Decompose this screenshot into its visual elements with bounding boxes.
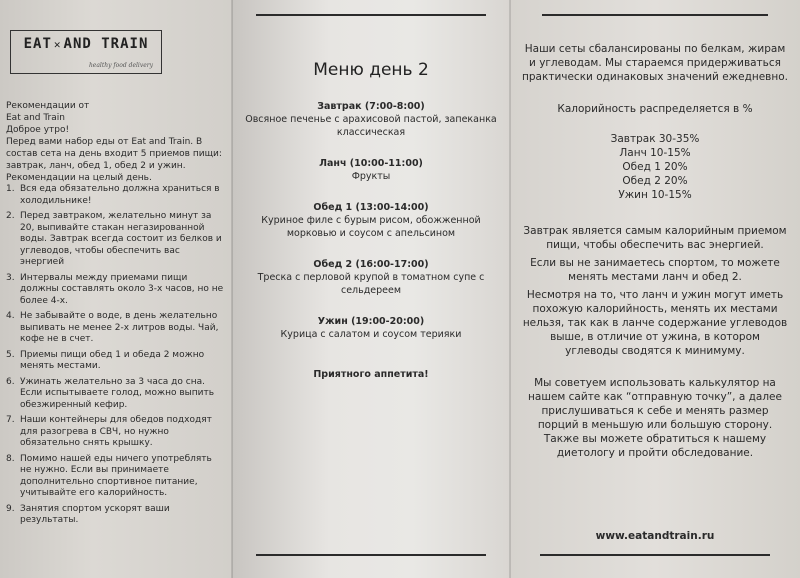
calories-heading: Калорийность распределяется в % (557, 103, 753, 115)
breakfast-paragraph: Завтрак является самым калорийным приемом пищи, чтобы обеспечить вас энергией. (523, 225, 787, 251)
item-number: 2. (6, 211, 15, 221)
logo-tagline: healthy food delivery (88, 62, 154, 69)
calculator-paragraph: Мы советуем использовать калькулятор на нашем сайте как “отправную точку”, а далее прислушиваться к себе и менять размер порций в меньшую или большую сторону. Также вы можете обратиться к нашему диетологу и пройти обследование. (528, 377, 782, 459)
list-item (6, 184, 224, 207)
share-item: Ужин 10-15% (618, 189, 692, 201)
website-url: www.eatandtrain.ru (595, 530, 715, 542)
meal-title: Завтрак (7:00-8:00) (317, 101, 425, 112)
item-number: 3. (6, 272, 15, 283)
calorie-shares (522, 132, 788, 202)
item-text: Занятия спортом ускорят ваши результаты. (20, 503, 170, 525)
recommendations-list (6, 184, 224, 527)
meal-description: Треска с перловой крупой в томатном супе с сельдереем (257, 272, 485, 296)
list-item (6, 211, 224, 269)
list-item (6, 504, 224, 527)
intro-line: состав сета на день входит 5 приемов пищи: (6, 149, 222, 159)
meal-description: Овсяное печенье с арахисовой пастой, запеканка классическая (245, 114, 497, 138)
intro-line: Доброе утро! (6, 125, 70, 135)
logo-text (11, 36, 161, 52)
item-number: 9. (6, 503, 15, 514)
item-text: Ужинать желательно за 3 часа до сна. Если испытываете голод, можно выпить обезжиренный кефир. (20, 376, 215, 410)
fork-knife-icon: ✕ (53, 38, 62, 51)
list-item (6, 415, 224, 450)
eat-and-train-logo (10, 30, 162, 74)
meal-title: Ланч (10:00-11:00) (319, 158, 423, 169)
info-panel (510, 0, 800, 578)
intro-line: Рекомендации на целый день. (6, 173, 152, 183)
logo-part: EAT (23, 36, 52, 52)
meal-description: Фрукты (351, 171, 391, 182)
meal-block (242, 315, 500, 341)
meal-title: Обед 2 (16:00-17:00) (313, 259, 429, 270)
fold-line (509, 0, 511, 578)
intro-line: завтрак, ланч, обед 1, обед 2 и ужин. (6, 161, 186, 171)
bottom-divider (256, 554, 486, 556)
top-divider (542, 14, 768, 16)
item-text: Вся еда обязательно должна храниться в холодильнике! (20, 184, 220, 206)
item-number: 4. (6, 311, 15, 321)
list-item (6, 311, 224, 346)
share-item: Обед 2 20% (622, 175, 688, 187)
carbs-paragraph: Несмотря на то, что ланч и ужин могут иметь похожую калорийность, менять их местами нельзя, так как в ланче содержание углеводов выше, в отличие от ужина, в котором углеводы сводятся к минимуму. (522, 289, 788, 357)
bottom-divider (540, 554, 770, 556)
menu-panel (232, 0, 510, 578)
meal-title: Обед 1 (13:00-14:00) (313, 202, 429, 213)
list-item (6, 377, 224, 412)
meal-block (242, 157, 500, 183)
share-item: Завтрак 30-35% (610, 133, 700, 145)
meal-title: Ужин (19:00-20:00) (317, 316, 425, 327)
left-panel (0, 0, 232, 578)
item-number: 5. (6, 349, 15, 360)
item-text: Помимо нашей еды ничего употреблять не нужно. Если вы принимаете дополнительно спортивное питание, учитывайте его калорийность. (20, 453, 212, 498)
list-item (6, 350, 224, 373)
meal-description: Куриное филе с бурым рисом, обожженной морковью и соусом с апельсином (261, 215, 481, 239)
item-text: Интервалы между приемами пищи должны составлять около 3-х часов, но не более 4-х. (20, 272, 224, 306)
meal-block (242, 100, 500, 139)
item-number: 7. (6, 415, 15, 425)
share-item: Обед 1 20% (622, 161, 688, 173)
item-text: Приемы пищи обед 1 и обеда 2 можно менять местами. (20, 349, 205, 371)
enjoy-text: Приятного аппетита! (313, 369, 429, 380)
balance-paragraph: Наши сеты сбалансированы по белкам, жирам и углеводам. Мы стараемся придерживаться практически одинаковых значений ежедневно. (522, 43, 788, 83)
meal-description: Курица с салатом и соусом терияки (280, 329, 462, 340)
logo-part: AND TRAIN (63, 36, 149, 52)
item-text: Не забывайте о воде, в день желательно выпивать не менее 2-х литров воды. Чай, кофе не в счет. (20, 311, 219, 344)
item-text: Наши контейнеры для обедов подходят для разогрева в СВЧ, но нужно обязательно снять крышку. (20, 415, 212, 448)
menu-title: Меню день 2 (313, 60, 429, 80)
meal-block (242, 258, 500, 297)
intro-line: Eat and Train (6, 113, 65, 123)
recommendations-text (6, 100, 224, 527)
item-number: 8. (6, 453, 15, 464)
meal-block (242, 201, 500, 240)
fold-line (231, 0, 233, 578)
intro-line: Рекомендации от (6, 101, 90, 111)
share-item: Ланч 10-15% (619, 147, 691, 159)
top-divider (256, 14, 486, 16)
item-text: Перед завтраком, желательно минут за 20, выпивайте стакан негазированной воды. Завтрак всегда состоит из белков и углеводов, чтобы обеспечить вас энергией (20, 211, 222, 267)
list-item (6, 454, 224, 500)
list-item (6, 273, 224, 308)
item-number: 6. (6, 376, 15, 387)
swap-paragraph: Если вы не занимаетесь спортом, то можете менять местами ланч и обед 2. (530, 257, 780, 283)
item-number: 1. (6, 184, 15, 194)
intro-line: Перед вами набор еды от Eat and Train. В (6, 137, 203, 147)
